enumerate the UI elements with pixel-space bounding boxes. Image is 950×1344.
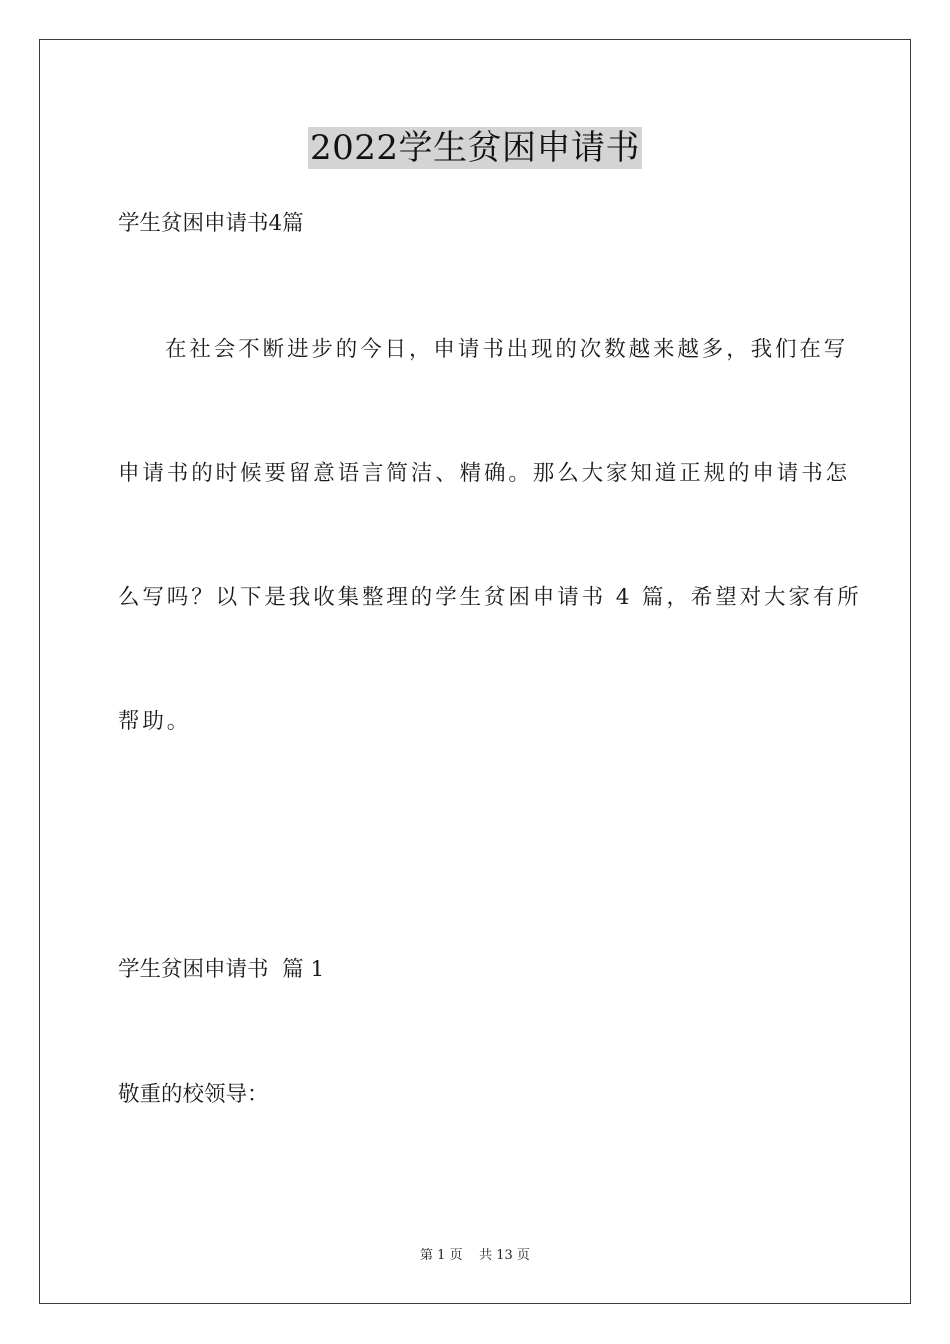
intro-line-2: 申请书的时候要留意语言简洁、精确。那么大家知道正规的申请书怎 [118,461,851,486]
page-footer [0,1247,950,1265]
section-heading: 学生贫困申请书 篇 1 [118,957,325,982]
intro-line-3: 么写吗？以下是我收集整理的学生贫困申请书 4 篇，希望对大家有所 [118,585,862,610]
salutation: 敬重的校领导： [118,1082,269,1107]
page-total: 共 13 页 [479,1248,530,1263]
document-subtitle: 学生贫困申请书4篇 [118,211,304,236]
intro-line-4: 帮助。 [118,709,192,734]
intro-line-1: 在社会不断进步的今日，申请书出现的次数越来越多，我们在写 [165,337,849,362]
document-title: 2022学生贫困申请书 [309,128,641,168]
title-container [0,127,950,169]
page-number: 第 1 页 [420,1248,463,1263]
